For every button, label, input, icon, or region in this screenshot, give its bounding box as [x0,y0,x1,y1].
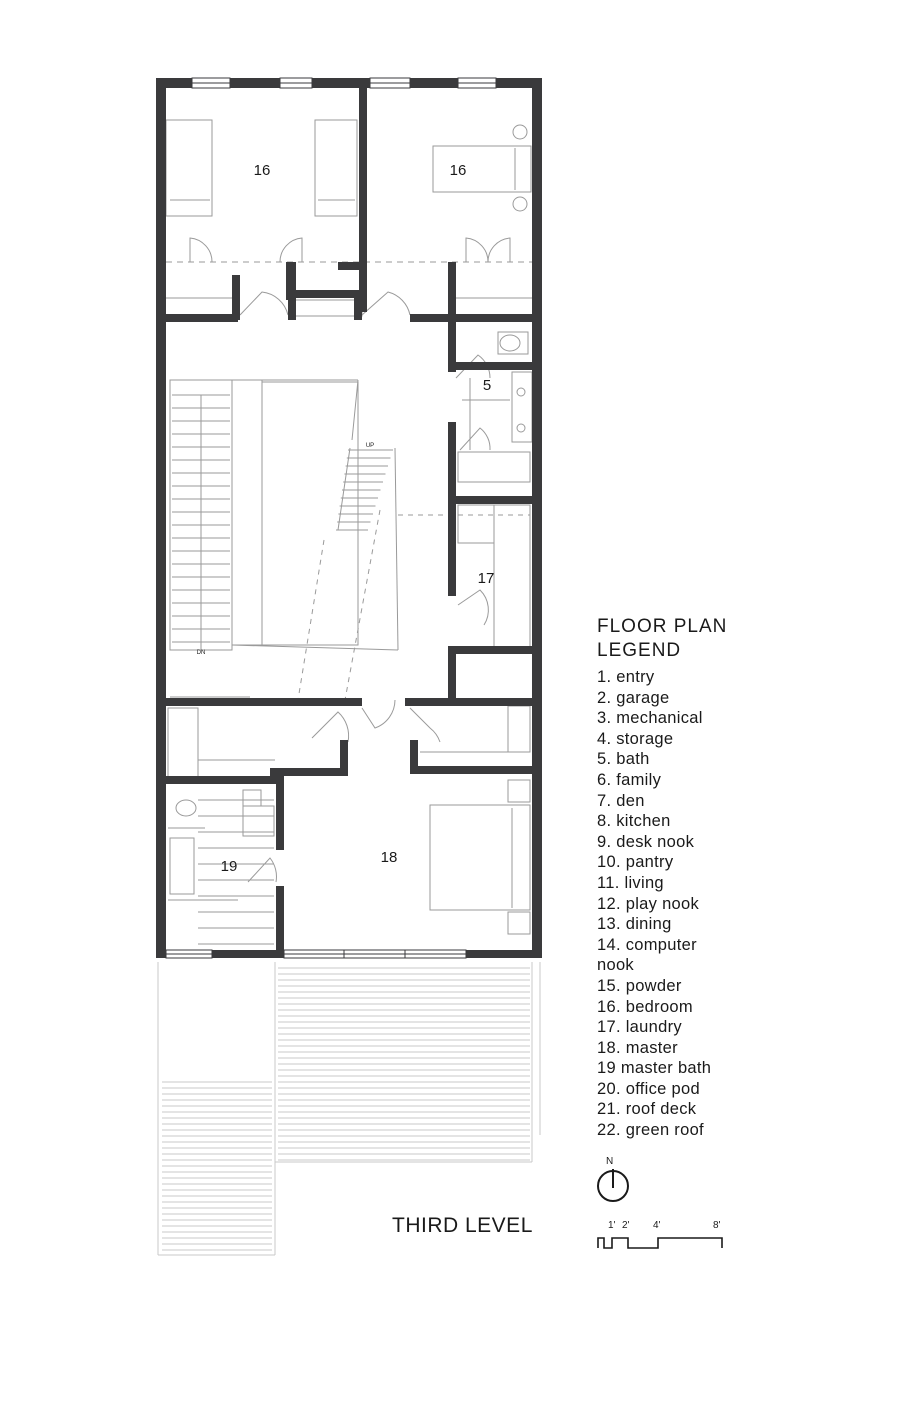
room-label-bedroom-left: 16 [253,162,271,179]
windows [166,78,496,958]
north-arrow-icon [596,1156,632,1206]
scale-tick-2: 2' [622,1220,630,1231]
north-label: N [606,1156,614,1167]
legend-item: 8. kitchen [597,812,671,831]
interior-lines [166,120,532,944]
room-label-bedroom-right: 16 [449,162,467,179]
legend-item: 19 master bath [597,1059,712,1078]
legend-item: 21. roof deck [597,1100,697,1119]
legend-title-line2: LEGEND [597,640,682,661]
scale-tick-4: 4' [653,1220,661,1231]
scale-bar [594,1220,734,1254]
legend-item: 6. family [597,770,662,789]
level-title: THIRD LEVEL [392,1214,533,1237]
legend-item: 14. computer [597,935,697,954]
legend-item: 5. bath [597,750,650,769]
legend-item: 2. garage [597,688,670,707]
north-arrow [596,1156,632,1206]
roof-deck [158,962,540,1255]
legend-item: 17. laundry [597,1018,682,1037]
room-label-bath: 5 [482,377,492,394]
legend-item: 16. bedroom [597,997,693,1016]
scale-bar-icon [594,1220,734,1254]
legend-item: 9. desk nook [597,832,695,851]
stair-up-label: UP [365,443,375,449]
legend-item: 22. green roof [597,1121,704,1140]
room-label-master: 18 [380,849,398,866]
legend-item: 13. dining [597,915,672,934]
room-label-laundry: 17 [477,570,495,587]
scale-tick-1: 1' [608,1220,616,1231]
room-label-master-bath: 19 [220,858,238,875]
scale-tick-8: 8' [713,1220,721,1231]
legend-item: 7. den [597,791,645,810]
legend-item: 1. entry [597,668,655,686]
legend-item: 12. play nook [597,894,700,913]
stair-down-label: DN [196,650,206,656]
legend-item: 15. powder [597,976,682,995]
legend-title-line1: FLOOR PLAN [597,616,728,637]
legend-item: 3. mechanical [597,709,703,728]
legend-item: 20. office pod [597,1079,700,1098]
walls [156,78,542,958]
floor-plan-legend [597,615,887,1141]
legend-list [597,667,887,1141]
legend-item: 10. pantry [597,853,674,872]
legend-item: 4. storage [597,729,674,748]
legend-item: nook [597,956,634,975]
legend-item: 11. living [597,873,664,892]
legend-item: 18. master [597,1038,678,1057]
